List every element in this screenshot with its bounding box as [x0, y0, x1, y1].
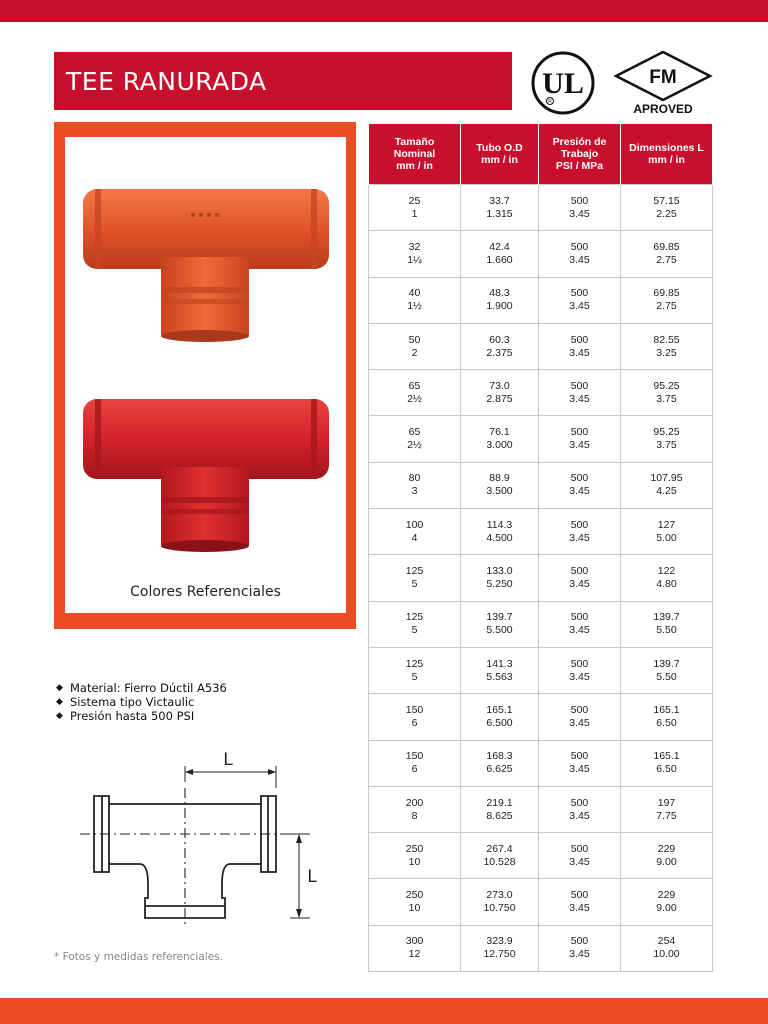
cell-dimension-l: 69.85 2.75	[621, 277, 713, 323]
cell-pipe-od: 267.4 10.528	[461, 833, 539, 879]
table-row	[369, 555, 713, 601]
tee-fittings-illustration	[65, 137, 346, 613]
cell-nominal-size: 250 10	[369, 879, 461, 925]
cell-nominal-size: 100 4	[369, 509, 461, 555]
cell-dimension-l: 229 9.00	[621, 833, 713, 879]
ul-certification-logo	[530, 51, 596, 115]
cell-working-pressure: 500 3.45	[539, 509, 621, 555]
cell-dimension-l: 229 9.00	[621, 879, 713, 925]
cell-working-pressure: 500 3.45	[539, 601, 621, 647]
table-body	[369, 185, 713, 972]
ul-letters: UL	[542, 67, 584, 100]
product-photo-area	[65, 137, 346, 613]
cell-working-pressure: 500 3.45	[539, 833, 621, 879]
cell-nominal-size: 50 2	[369, 323, 461, 369]
top-accent-bar	[0, 0, 768, 22]
cell-dimension-l: 254 10.00	[621, 925, 713, 971]
cell-dimension-l: 107.95 4.25	[621, 462, 713, 508]
fm-caption: APROVED	[633, 102, 693, 116]
cell-working-pressure: 500 3.45	[539, 462, 621, 508]
table-row	[369, 879, 713, 925]
cell-nominal-size: 80 3	[369, 462, 461, 508]
fm-approved-logo	[612, 50, 714, 116]
cell-pipe-od: 133.0 5.250	[461, 555, 539, 601]
cell-pipe-od: 141.3 5.563	[461, 647, 539, 693]
cell-nominal-size: 200 8	[369, 786, 461, 832]
photo-caption: Colores Referenciales	[130, 584, 281, 600]
cell-pipe-od: 139.7 5.500	[461, 601, 539, 647]
cell-nominal-size: 65 2½	[369, 416, 461, 462]
table-row	[369, 231, 713, 277]
cell-nominal-size: 32 1¼	[369, 231, 461, 277]
cell-dimension-l: 139.7 5.50	[621, 647, 713, 693]
table-row	[369, 416, 713, 462]
ul-registered-mark: R	[548, 99, 552, 105]
diamond-bullet-icon: ◆	[56, 697, 63, 707]
cell-working-pressure: 500 3.45	[539, 231, 621, 277]
cell-nominal-size: 65 2½	[369, 370, 461, 416]
cell-dimension-l: 95.25 3.75	[621, 416, 713, 462]
cell-dimension-l: 95.25 3.75	[621, 370, 713, 416]
cell-pipe-od: 165.1 6.500	[461, 694, 539, 740]
red-tee-fitting	[83, 399, 329, 552]
cell-working-pressure: 500 3.45	[539, 786, 621, 832]
cell-pipe-od: 42.4 1.660	[461, 231, 539, 277]
product-photo-frame	[54, 122, 356, 629]
tee-dimension-diagram	[78, 748, 328, 928]
cell-working-pressure: 500 3.45	[539, 694, 621, 740]
specification-table	[368, 124, 713, 972]
feature-list	[56, 681, 227, 723]
cell-dimension-l: 122 4.80	[621, 555, 713, 601]
cell-pipe-od: 33.7 1.315	[461, 185, 539, 231]
cell-working-pressure: 500 3.45	[539, 555, 621, 601]
cell-working-pressure: 500 3.45	[539, 185, 621, 231]
header-pipe-od: Tubo O.D mm / in	[461, 124, 539, 185]
table-row	[369, 277, 713, 323]
table-row	[369, 601, 713, 647]
feature-item: ◆ Sistema tipo Victaulic	[56, 695, 195, 709]
cell-pipe-od: 60.3 2.375	[461, 323, 539, 369]
cell-pipe-od: 48.3 1.900	[461, 277, 539, 323]
footnote: * Fotos y medidas referenciales.	[54, 951, 223, 963]
table-row	[369, 925, 713, 971]
header-nominal-size: Tamaño Nominal mm / in	[369, 124, 461, 185]
cell-dimension-l: 82.55 3.25	[621, 323, 713, 369]
cell-pipe-od: 323.9 12.750	[461, 925, 539, 971]
cell-nominal-size: 250 10	[369, 833, 461, 879]
svg-text:▪ ▪ ▪ ▪: ▪ ▪ ▪ ▪	[190, 210, 220, 219]
cell-pipe-od: 76.1 3.000	[461, 416, 539, 462]
cell-working-pressure: 500 3.45	[539, 879, 621, 925]
cell-dimension-l: 139.7 5.50	[621, 601, 713, 647]
table-row	[369, 370, 713, 416]
feature-item: ◆ Material: Fierro Dúctil A536	[56, 681, 227, 695]
cell-nominal-size: 25 1	[369, 185, 461, 231]
table-row	[369, 323, 713, 369]
cell-pipe-od: 73.0 2.875	[461, 370, 539, 416]
cell-pipe-od: 219.1 8.625	[461, 786, 539, 832]
cell-pipe-od: 168.3 6.625	[461, 740, 539, 786]
cell-working-pressure: 500 3.45	[539, 370, 621, 416]
cell-pipe-od: 114.3 4.500	[461, 509, 539, 555]
table-row	[369, 647, 713, 693]
table-row	[369, 694, 713, 740]
table-row	[369, 740, 713, 786]
table-row	[369, 833, 713, 879]
page-title: TEE RANURADA	[54, 52, 512, 110]
dimension-label-horizontal: L	[223, 750, 233, 770]
cell-dimension-l: 57.15 2.25	[621, 185, 713, 231]
cell-nominal-size: 150 6	[369, 740, 461, 786]
cell-nominal-size: 150 6	[369, 694, 461, 740]
header-working-pressure: Presión de Trabajo PSI / MPa	[539, 124, 621, 185]
cell-dimension-l: 197 7.75	[621, 786, 713, 832]
table-row	[369, 786, 713, 832]
table-row	[369, 462, 713, 508]
cell-nominal-size: 125 5	[369, 647, 461, 693]
cell-working-pressure: 500 3.45	[539, 647, 621, 693]
cell-dimension-l: 69.85 2.75	[621, 231, 713, 277]
cell-working-pressure: 500 3.45	[539, 416, 621, 462]
cell-working-pressure: 500 3.45	[539, 323, 621, 369]
diamond-bullet-icon: ◆	[56, 683, 63, 693]
cell-working-pressure: 500 3.45	[539, 277, 621, 323]
cell-dimension-l: 127 5.00	[621, 509, 713, 555]
cell-nominal-size: 40 1½	[369, 277, 461, 323]
cell-nominal-size: 125 5	[369, 601, 461, 647]
fm-letters: FM	[649, 67, 677, 88]
bottom-accent-bar	[0, 998, 768, 1024]
feature-item: ◆ Presión hasta 500 PSI	[56, 709, 195, 723]
cell-nominal-size: 300 12	[369, 925, 461, 971]
cell-dimension-l: 165.1 6.50	[621, 694, 713, 740]
cell-working-pressure: 500 3.45	[539, 740, 621, 786]
cell-working-pressure: 500 3.45	[539, 925, 621, 971]
cell-pipe-od: 273.0 10.750	[461, 879, 539, 925]
header-dimension-l: Dimensiones L mm / in	[621, 124, 713, 185]
diamond-bullet-icon: ◆	[56, 711, 63, 721]
table-row	[369, 509, 713, 555]
dimension-label-vertical: L	[307, 867, 317, 887]
cell-dimension-l: 165.1 6.50	[621, 740, 713, 786]
orange-tee-fitting	[83, 189, 329, 342]
cell-nominal-size: 125 5	[369, 555, 461, 601]
cell-pipe-od: 88.9 3.500	[461, 462, 539, 508]
table-row	[369, 185, 713, 231]
table-header-row	[369, 124, 713, 185]
